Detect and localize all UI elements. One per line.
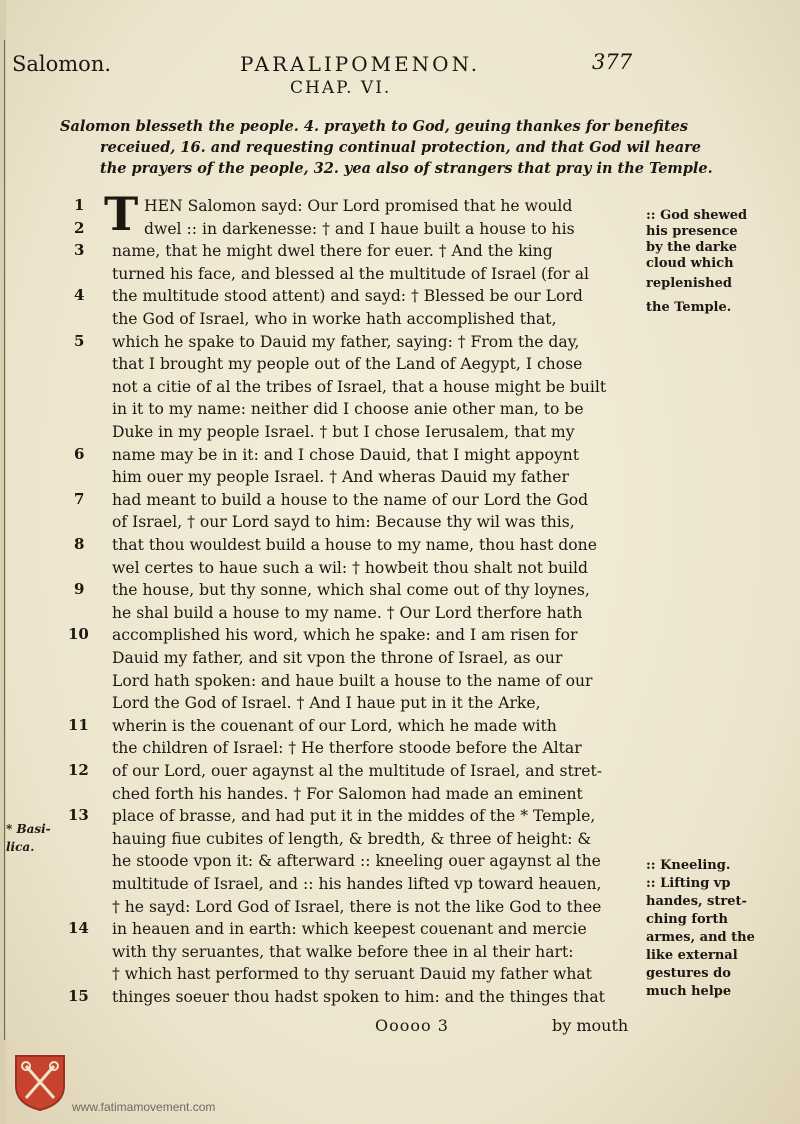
text-line: not a citie of al the tribes of Israel, that a house might be built (112, 377, 607, 396)
margin-note-line: ching forth (646, 912, 728, 927)
verse-number: 5 (74, 331, 85, 350)
summary-line: receiued, 16. and requesting continual protection, and that God wil heare (100, 139, 702, 156)
summary-line: the prayers of the people, 32. yea also of strangers that pray in the Temple. (100, 160, 713, 177)
margin-note-line: armes, and the (646, 930, 755, 945)
text-line: place of brasse, and had put it in the middes of the * Temple, (112, 807, 596, 826)
text-line: ched forth his handes. † For Salomon had made an eminent (112, 784, 583, 803)
text-line: † he sayd: Lord God of Israel, there is not the like God to thee (112, 897, 602, 916)
text-line: which he spake to Dauid my father, saying: † From the day, (112, 332, 580, 351)
text-line: the multitude stood attent) and sayd: † Blessed be our Lord (112, 287, 583, 306)
verse-number: 9 (74, 580, 85, 599)
text-line: that thou wouldest build a house to my name, thou hast done (112, 536, 597, 554)
text-line: wherin is the couenant of our Lord, which he made with (112, 716, 557, 735)
text-line: Dauid my father, and sit vpon the throne of Israel, as our (112, 649, 563, 667)
text-line: the house, but thy sonne, which shal come out of thy loynes, (112, 581, 590, 600)
text-line: † which hast performed to thy seruant Dauid my father what (112, 965, 592, 984)
verse-number: 8 (74, 535, 85, 553)
text-line: Duke in my people Israel. † but I chose Ierusalem, that my (112, 423, 575, 441)
margin-note-line: cloud which (646, 256, 734, 271)
text-line: Lord the God of Israel. † And I haue put in it the Arke, (112, 694, 541, 713)
page-spine (0, 0, 6, 1124)
text-line: accomplished his word, which he spake: and I am risen for (112, 626, 578, 645)
text-line: the children of Israel: † He therfore stoode before the Altar (112, 739, 582, 758)
verse-number: 13 (68, 806, 89, 825)
verse-number: 6 (74, 444, 85, 463)
papal-keys-seal-icon (12, 1052, 68, 1112)
margin-note-line: gestures do (646, 966, 731, 981)
text-line: HEN Salomon sayd: Our Lord promised that he would (144, 197, 573, 215)
text-line: Lord hath spoken: and haue built a house to the name of our (112, 671, 593, 690)
verse-number: 14 (68, 919, 89, 938)
margin-note-line: the Temple. (646, 300, 732, 315)
verse-number: 7 (74, 489, 85, 508)
margin-note-line: * Basi- (6, 822, 51, 836)
text-line: with thy seruantes, that walke before thee in al their hart: (112, 942, 574, 961)
running-head-title: PARALIPOMENON. (240, 52, 481, 76)
text-line: him ouer my people Israel. † And wheras Dauid my father (112, 468, 569, 487)
verse-number: 12 (68, 761, 89, 779)
running-head-left: Salomon. (12, 52, 112, 76)
margin-note-line: by the darke (646, 240, 738, 255)
margin-note-line: lica. (6, 840, 35, 854)
margin-note-line: :: Lifting vp (646, 876, 731, 891)
text-line: he shal build a house to my name. † Our Lord therfore hath (112, 603, 583, 622)
text-line: of our Lord, ouer agaynst al the multitude of Israel, and stret- (112, 762, 602, 780)
margin-note-line: :: Kneeling. (646, 858, 731, 873)
verse-number: 2 (74, 218, 85, 237)
text-line: in it to my name: neither did I choose anie other man, to be (112, 400, 584, 419)
verse-number: 10 (68, 625, 89, 644)
margin-note-line: his presence (646, 224, 738, 239)
margin-note-line: like external (646, 948, 738, 963)
page-number: 377 (592, 50, 633, 74)
text-line: multitude of Israel, and :: his handes lifted vp toward heauen, (112, 875, 602, 893)
text-line: dwel :: in darkenesse: † and I haue built a house to his (144, 219, 575, 238)
text-line: turned his face, and blessed al the multitude of Israel (for al (112, 264, 589, 283)
chapter-heading: CHAP. VI. (290, 78, 392, 98)
catchword: by mouth (552, 1016, 629, 1035)
text-line: hauing fiue cubites of length, & bredth, & three of height: & (112, 829, 592, 848)
text-line: had meant to build a house to the name of our Lord the God (112, 490, 589, 509)
signature-mark: Ooooo 3 (375, 1016, 449, 1035)
text-line: the God of Israel, who in worke hath accomplished that, (112, 310, 557, 328)
watermark-url[interactable]: www.fatimamovement.com (72, 1100, 216, 1114)
left-rule (4, 40, 5, 1040)
margin-notes-left (6, 820, 56, 856)
verse-number: 1 (74, 196, 85, 214)
verse-number: 15 (68, 987, 89, 1005)
verse-number: 3 (74, 241, 85, 260)
text-line: thinges soeuer thou hadst spoken to him: and the thinges that (112, 988, 605, 1006)
margin-note-line: :: God shewed (646, 208, 748, 223)
verse-number: 11 (68, 715, 89, 734)
margin-note-line: much helpe (646, 984, 732, 999)
text-line: name may be in it: and I chose Dauid, that I might appoynt (112, 445, 579, 464)
margin-note-line: handes, stret- (646, 894, 747, 909)
summary-line: Salomon blesseth the people. 4. prayeth to God, geuing thankes for benefites (60, 118, 689, 135)
text-line: name, that he might dwel there for euer. † And the king (112, 242, 553, 261)
text-line: wel certes to haue such a wil: † howbeit thou shalt not build (112, 558, 588, 577)
text-line: he stoode vpon it: & afterward :: kneeling ouer agaynst al the (112, 852, 601, 871)
text-line: that I brought my people out of the Land of Aegypt, I chose (112, 355, 583, 374)
verse-number: 4 (74, 286, 85, 305)
text-line: of Israel, † our Lord sayd to him: Because thy wil was this, (112, 513, 575, 532)
text-line: in heauen and in earth: which keepest couenant and mercie (112, 920, 587, 939)
margin-note-line: replenished (646, 276, 732, 291)
drop-cap: T (104, 187, 139, 241)
chapter-summary (60, 116, 713, 179)
